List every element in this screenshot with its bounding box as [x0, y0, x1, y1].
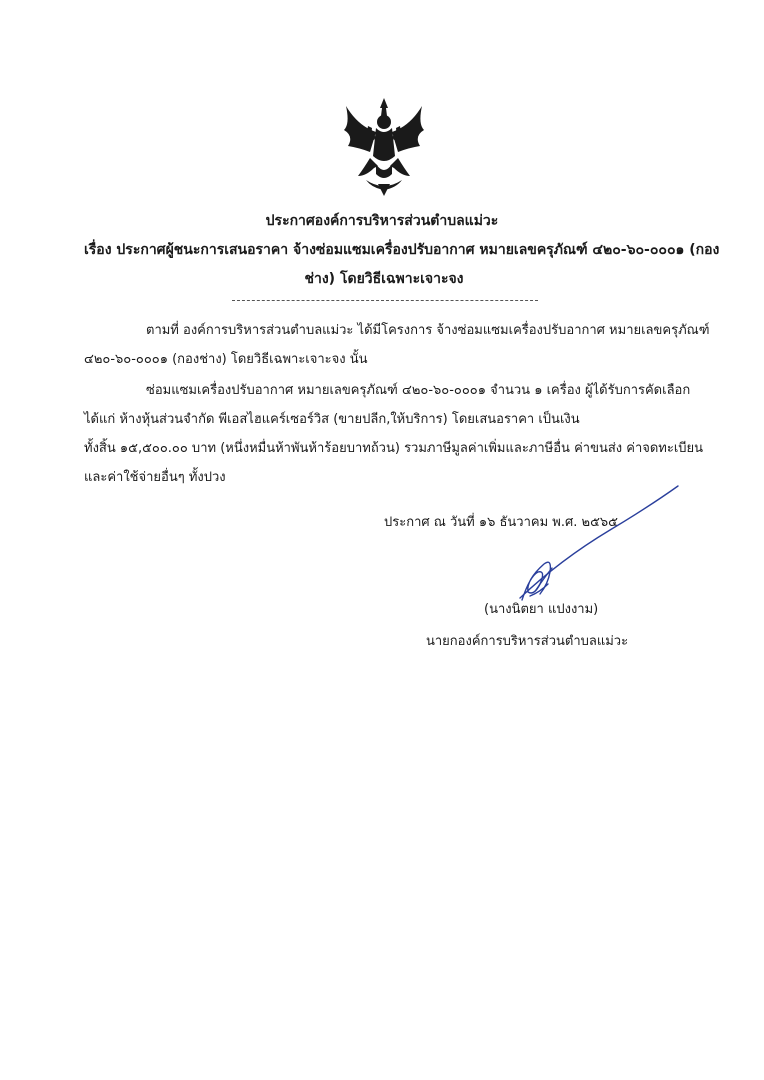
paragraph-2-line-2: ได้แก่ ห้างหุ้นส่วนจำกัด พีเอสไฮแคร์เซอร์วิส (ขายปลีก,ให้บริการ) โดยเสนอราคา เป็นเงิน [84, 412, 580, 427]
paragraph-2 [84, 376, 704, 492]
paragraph-2-line-4: และค่าใช้จ่ายอื่นๆ ทั้งปวง [84, 470, 226, 485]
signer-position: นายกองค์การบริหารส่วนตำบลแม่วะ [426, 634, 629, 649]
paragraph-2-line-3: ทั้งสิ้น ๑๕,๕๐๐.๐๐ บาท (หนึ่งหมื่นห้าพันห้าร้อยบาทถ้วน) รวมภาษีมูลค่าเพิ่มและภาษีอื่น ค่าขนส่ง ค่าจดทะเบียน [84, 441, 704, 456]
document-title: ประกาศองค์การบริหารส่วนตำบลแม่วะ [265, 213, 499, 229]
paragraph-1-line-2: ๔๒๐-๖๐-๐๐๐๑ (กองช่าง) โดยวิธีเฉพาะเจาะจง นั้น [84, 352, 368, 367]
signer-name: (นางนิตยา แปงงาม) [484, 602, 599, 617]
handwritten-signature-icon [500, 480, 690, 610]
paragraph-1-line-1: ตามที่ องค์การบริหารส่วนตำบลแม่วะ ได้มีโครงการ จ้างซ่อมแซมเครื่องปรับอากาศ หมายเลขครุภัณฑ์ [146, 323, 710, 338]
document-subject [84, 236, 720, 294]
paragraph-2-line-1: ซ่อมแซมเครื่องปรับอากาศ หมายเลขครุภัณฑ์ ๔๒๐-๖๐-๐๐๐๑ จำนวน ๑ เครื่อง ผู้ได้รับการคัดเลือก [146, 383, 691, 398]
paragraph-1 [84, 316, 710, 374]
announcement-date: ประกาศ ณ วันที่ ๑๖ ธันวาคม พ.ศ. ๒๕๖๕ [384, 515, 619, 530]
dashed-divider [232, 300, 538, 301]
subject-line-1: เรื่อง ประกาศผู้ชนะการเสนอราคา จ้างซ่อมแซมเครื่องปรับอากาศ หมายเลขครุภัณฑ์ ๔๒๐-๖๐-๐๐๐๑ (กอง [84, 242, 720, 258]
garuda-emblem-icon [340, 96, 428, 196]
subject-line-2: ช่าง) โดยวิธีเฉพาะเจาะจง [304, 271, 464, 287]
